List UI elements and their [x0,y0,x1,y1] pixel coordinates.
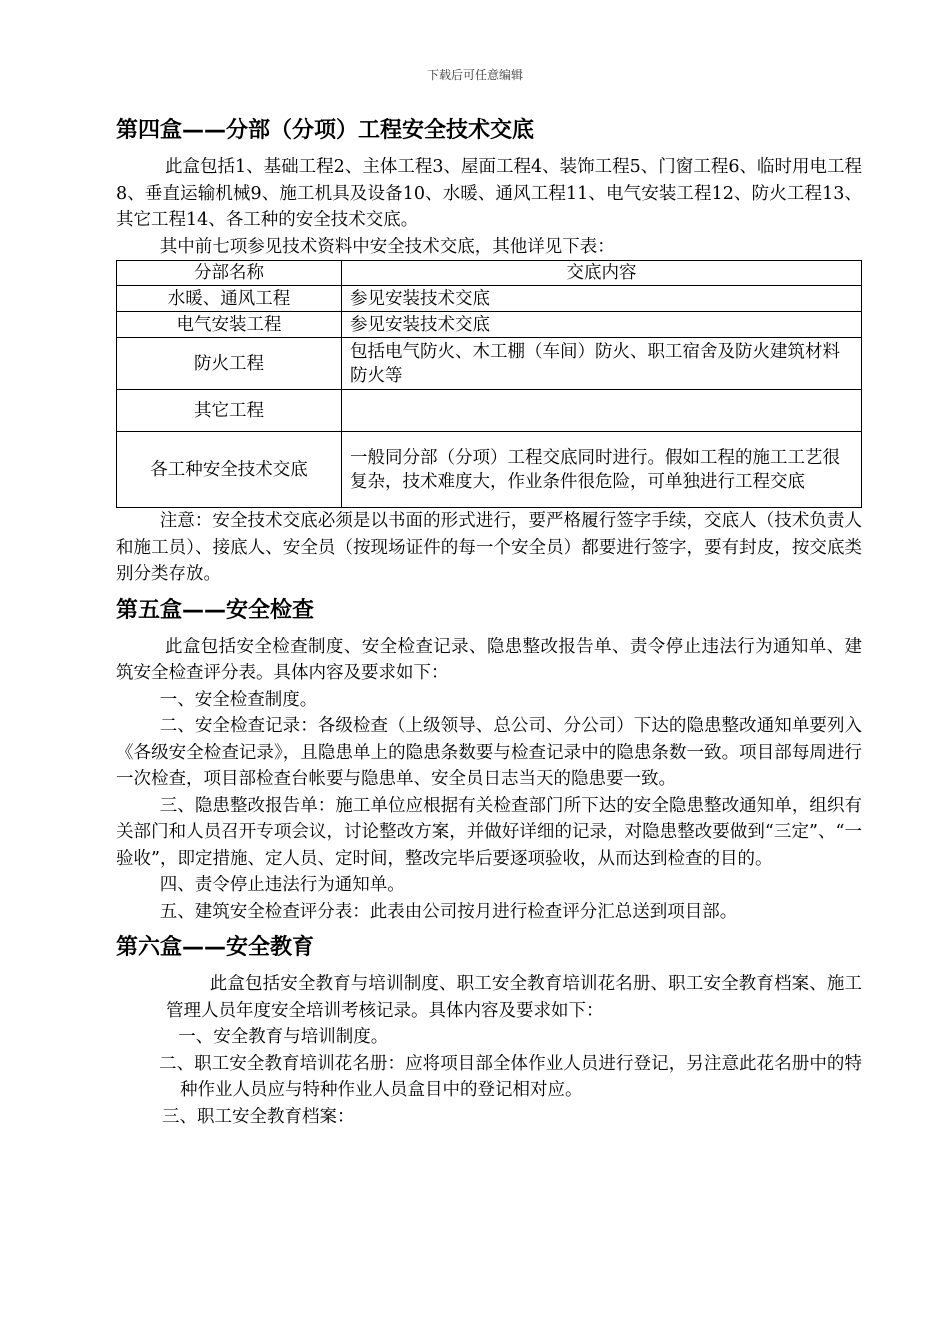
box4-table [116,260,862,508]
table-row [117,286,862,312]
page-header: 下载后可任意编辑 [426,68,523,82]
header-cell-name: 分部名称 [117,261,342,286]
row-content-cell [342,390,862,432]
row-name-cell: 水暖、通风工程 [117,286,342,312]
box5-item: 四、责令停止违法行为通知单。 [159,875,405,895]
header-cell-content: 交底内容 [342,261,862,286]
box4-intro: 此盒包括1、基础工程2、主体工程3、屋面工程4、装饰工程5、门窗工程6、临时用电工程8、垂直运输机械9、施工机具及设备10、水暖、通风工程11、电气安装工程12、防火工程13、其它工程14、各工种的安全技术交底。 [116,157,862,230]
box5-item: 二、安全检查记录：各级检查（上级领导、总公司、分公司）下达的隐患整改通知单要列入《各级安全检查记录》，且隐患单上的隐患条数要与检查记录中的隐患条数一致。项目部每周进行一次检查，项目部检查台帐要与隐患单、安全员日志当天的隐患要一致。 [116,716,862,789]
box5-item: 五、建筑安全检查评分表：此表由公司按月进行检查评分汇总送到项目部。 [159,901,738,922]
box4-title: 第四盒——分部（分项）工程安全技术交底 [116,118,535,143]
row-content-cell: 包括电气防火、木工棚（车间）防火、职工宿舍及防火建筑材料防火等 [342,338,862,390]
row-name-cell: 防火工程 [117,338,342,390]
table-header-row [117,261,862,286]
box5-intro: 此盒包括安全检查制度、安全检查记录、隐患整改报告单、责令停止违法行为通知单、建筑安全检查评分表。具体内容及要求如下： [116,636,862,683]
table-row [117,312,862,338]
box4-table-lead: 其中前七项参见技术资料中安全技术交底，其他详见下表： [159,236,615,257]
box6-title: 第六盒——安全教育 [116,935,315,960]
table-row [117,432,862,508]
table-row [117,338,862,390]
document-body [116,112,862,1130]
box4-note: 注意：安全技术交底必须是以书面的形式进行，要严格履行签字手续，交底人（技术负责人和施工员）、接底人、安全员（按现场证件的每一个安全员）都要进行签字，要有封皮，按交底类别分类存放。 [116,511,862,584]
box6-intro: 此盒包括安全教育与培训制度、职工安全教育培训花名册、职工安全教育档案、施工管理人员年度安全培训考核记录。具体内容及要求如下： [166,974,862,1021]
row-name-cell: 电气安装工程 [117,312,342,338]
box6-item: 二、职工安全教育培训花名册：应将项目部全体作业人员进行登记，另注意此花名册中的特种作业人员应与特种作业人员盒目中的登记相对应。 [159,1053,862,1100]
row-name-cell: 各工种安全技术交底 [117,432,342,508]
row-content-cell: 参见安装技术交底 [342,312,862,338]
box5-title: 第五盒——安全检查 [116,597,315,623]
box6-body [166,971,862,1051]
row-content-cell: 一般同分部（分项）工程交底同时进行。假如工程的施工工艺很复杂，技术难度大，作业条件很危险，可单独进行工程交底 [342,432,862,508]
row-content-cell: 参见安装技术交底 [342,286,862,312]
box5-item: 三、隐患整改报告单：施工单位应根据有关检查部门所下达的安全隐患整改通知单，组织有关部门和人员召开专项会议，讨论整改方案，并做好详细的记录，对隐患整改要做到“三定”、“一验收”，即定措施、定人员、定时间，整改完毕后要逐项验收，从而达到检查的目的。 [116,795,862,869]
table-row [117,390,862,432]
box6-item: 一、安全教育与培训制度。 [178,1027,389,1047]
box6-item: 三、职工安全教育档案： [162,1106,355,1127]
row-name-cell: 其它工程 [117,390,342,432]
box5-item: 一、安全检查制度。 [159,689,318,710]
